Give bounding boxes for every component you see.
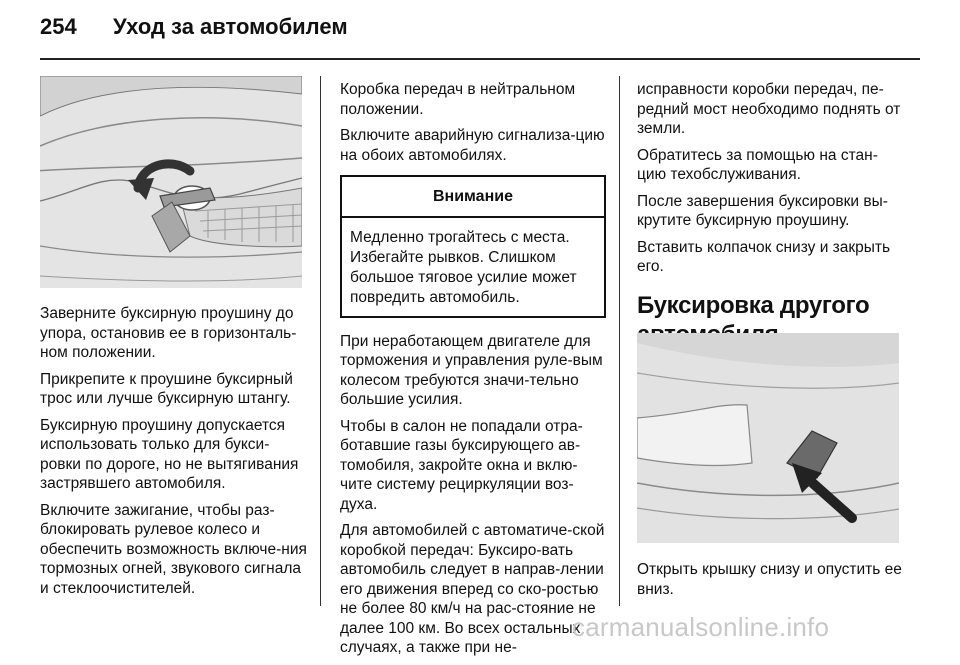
paragraph: исправности коробки передач, пе-редний мост необходимо поднять от земли. <box>637 81 901 137</box>
paragraph: Включите зажигание, чтобы раз-блокировать рулевое колесо и обеспечить возможность включе-ния тормозных огней, звукового сигнала и стеклоочистителей. <box>40 501 307 597</box>
paragraph: После завершения буксировки вы-крутите буксирную проушину. <box>637 192 888 229</box>
paragraph: Для автомобилей с автоматиче-ской коробкой передач: Буксиро-вать автомобиль следует в направ-лении его движения вперед со ско-ростью не более 80 км/ч на рас-стояние не далее 100 км. Во всех остальных случаях, а также при не- <box>340 522 605 656</box>
column-divider-1 <box>320 76 321 606</box>
column-2 <box>340 80 608 665</box>
page-title: Уход за автомобилем <box>113 14 348 39</box>
paragraph: Заверните буксирную проушину до упора, остановив ее в горизонталь-ном положении. <box>40 305 297 361</box>
rear-bumper-tow-cover-illustration <box>637 333 899 543</box>
paragraph: Чтобы в салон не попадали отра-ботавшие газы буксирующего ав-томобиля, закройте окна и вклю-чите систему рециркуляции воз-духа. <box>340 417 583 513</box>
paragraph: Включите аварийную сигнализа-цию на обоих автомобилях. <box>340 127 605 164</box>
paragraph: Коробка передач в нейтральном положении. <box>340 81 576 118</box>
paragraph: При неработающем двигателе для торможения и управления руле-вым колесом требуются значи-тельно большие усилия. <box>340 332 603 408</box>
tow-cover-figure <box>637 333 899 543</box>
header-divider <box>40 58 920 60</box>
warning-text: Медленно трогайтесь с места. Избегайте рывков. Слишком большое тяговое усилие может повредить автомобиль. <box>350 228 577 306</box>
paragraph: Обратитесь за помощью на стан-цию техобслуживания. <box>637 146 878 183</box>
towing-eye-figure <box>40 76 302 288</box>
column-3 <box>637 80 902 359</box>
figure-caption: Открыть крышку снизу и опустить ее вниз. <box>637 561 902 598</box>
page-number: 254 <box>40 14 77 39</box>
section-heading: Буксировка другого <box>637 291 870 319</box>
watermark: carmanualsonline.info <box>572 612 830 642</box>
car-front-bumper-towing-eye-illustration <box>40 76 302 288</box>
column-1 <box>40 304 308 605</box>
paragraph: Вставить колпачок снизу и закрыть его. <box>637 238 891 275</box>
paragraph: Буксирную проушину допускается использовать только для букси-ровки по дороге, но не вытягивания застрявшего автомобиля. <box>40 416 299 492</box>
warning-title: Внимание <box>342 177 604 218</box>
column-divider-2 <box>619 76 620 606</box>
paragraph: Прикрепите к проушине буксирный трос или лучше буксирную штангу. <box>40 370 293 407</box>
warning-box <box>340 175 606 318</box>
